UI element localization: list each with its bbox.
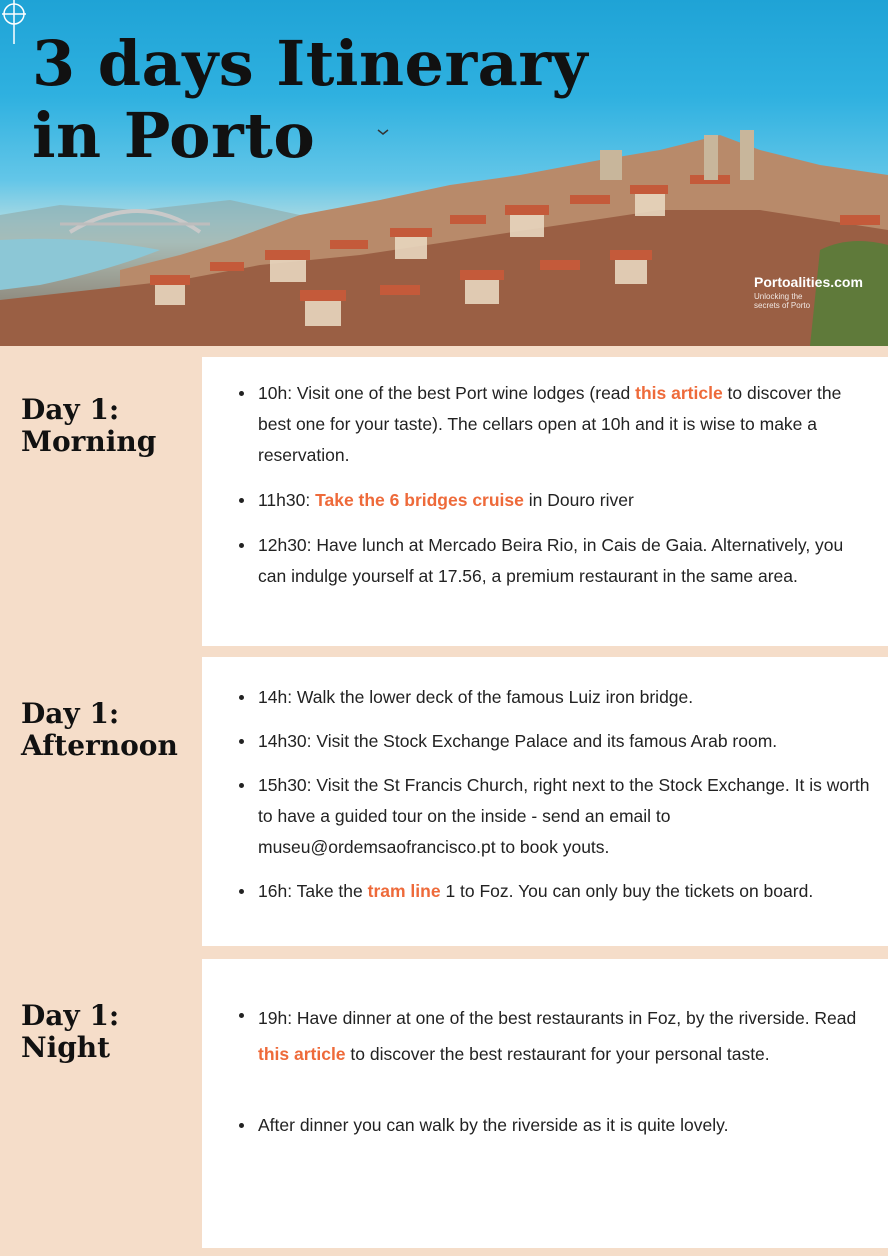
tram-line-link[interactable]: tram line: [367, 881, 441, 901]
item-text: 10h: Visit one of the best Port wine lodges (read: [258, 383, 636, 403]
day-label-line-2: Afternoon: [21, 729, 178, 762]
item-text: to discover the best restaurant for your personal taste.: [345, 1044, 770, 1064]
list-item: [258, 530, 870, 592]
item-text: 12h30: Have lunch at Mercado Beira Rio, in Cais de Gaia. Alternatively, you can indulge yourself at 17.56, a premium restaurant in the same area.: [258, 535, 844, 586]
list-item: [258, 1110, 870, 1141]
day-label-morning: [21, 394, 156, 458]
list-item: [258, 726, 870, 757]
day-label-line-1: Day 1:: [21, 999, 120, 1032]
item-text: 14h: Walk the lower deck of the famous Luiz iron bridge.: [258, 687, 694, 707]
day-label-afternoon: [21, 698, 178, 762]
item-text: 1 to Foz. You can only buy the tickets on board.: [440, 881, 814, 901]
brand-name: Portoalities.com: [754, 274, 863, 290]
itinerary-list: [258, 682, 870, 907]
list-item: [258, 1000, 870, 1072]
item-text: After dinner you can walk by the riverside as it is quite lovely.: [258, 1115, 729, 1135]
list-item: [258, 682, 870, 713]
title-line-2: in Porto: [32, 99, 316, 172]
list-item: [258, 485, 870, 516]
item-text: 19h: Have dinner at one of the best restaurants in Foz, by the riverside. Read: [258, 1008, 857, 1028]
item-text: to discover the best one for your taste). The cellars open at 10h and it is wise to make a reservation.: [258, 383, 842, 465]
section-day1-morning: [0, 354, 888, 646]
day-label-night: [21, 1000, 119, 1064]
item-text: 11h30:: [258, 490, 316, 510]
section-day1-afternoon: [0, 654, 888, 946]
day-label-line-2: Morning: [21, 425, 157, 458]
section-day1-night: [0, 956, 888, 1248]
item-text: 16h: Take the: [258, 881, 368, 901]
item-text: 15h30: Visit the St Francis Church, right next to the Stock Exchange. It is worth to have a guided tour on the inside - send an email to museu@ordemsaofrancisco.pt to book youts.: [258, 775, 870, 857]
this-article-link[interactable]: this article: [258, 1044, 346, 1064]
brand-cross-icon: [0, 0, 28, 44]
bridges-cruise-link[interactable]: Take the 6 bridges cruise: [315, 490, 524, 510]
day-label-line-1: Day 1:: [21, 697, 120, 730]
this-article-link[interactable]: this article: [635, 383, 723, 403]
item-text: in Douro river: [523, 490, 634, 510]
day-label-line-1: Day 1:: [21, 393, 120, 426]
list-item: [258, 876, 870, 907]
page-title: [32, 28, 588, 172]
item-text: 14h30: Visit the Stock Exchange Palace and its famous Arab room.: [258, 731, 778, 751]
title-line-1: 3 days Itinerary: [32, 27, 589, 100]
list-item: [258, 378, 870, 471]
brand-tagline: Unlocking the secrets of Porto: [754, 292, 811, 310]
itinerary-list: [258, 378, 870, 592]
itinerary-list: [258, 1000, 870, 1141]
list-item: [258, 770, 870, 863]
day-label-line-2: Night: [21, 1031, 111, 1064]
hero-banner: [0, 0, 888, 346]
